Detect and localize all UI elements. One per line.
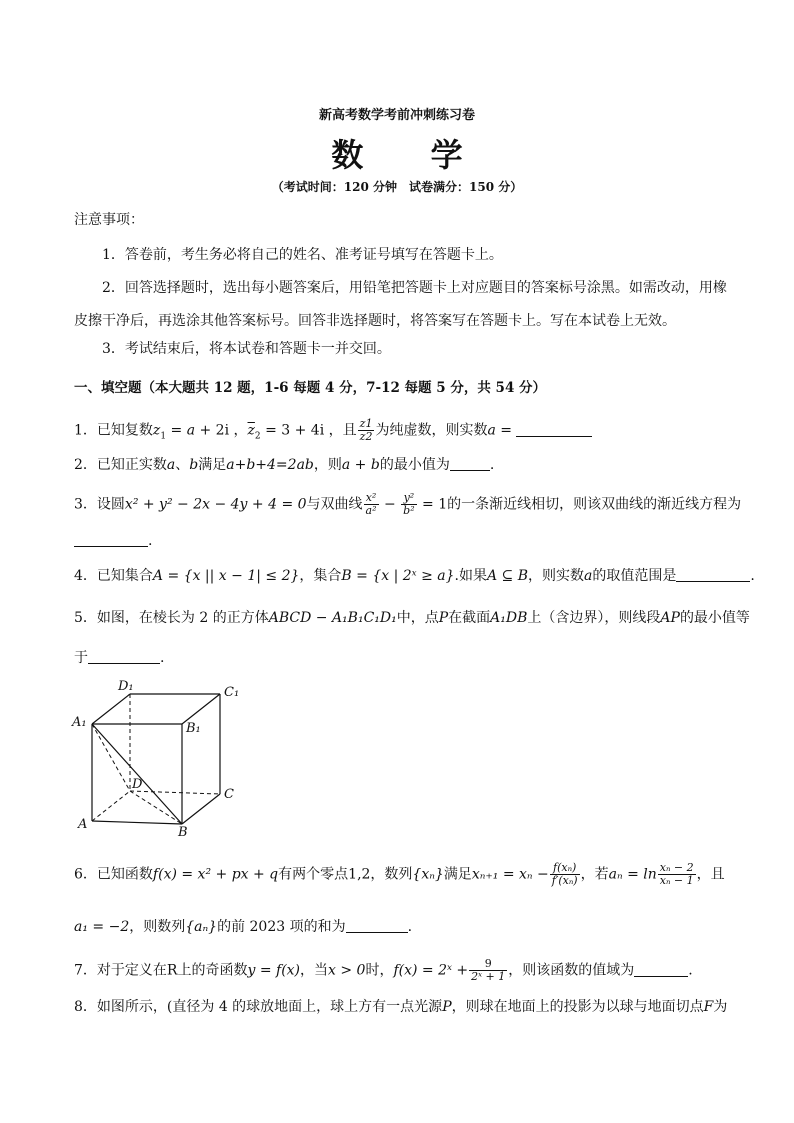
q6-answer-blank[interactable] [346,918,408,933]
q2-sum: a + b [341,457,380,473]
q5-text-c: 中，点 [396,610,439,626]
edge-a1b [92,724,182,824]
q6-an: aₙ = ln [608,866,657,883]
q6-seq-a: {aₙ} [185,919,218,935]
q6-text-a: 6．已知函数 [74,866,153,883]
q1-z: z [152,422,161,439]
label-d1: D₁ [118,679,134,694]
q6-zeros: 1,2 [348,866,371,883]
q6-text-i: ，若 [580,866,609,883]
notice-item-2: 2．回答选择题时，选出每小题答案后，用铅笔把答题卡上对应题目的答案标号涂黑。如需改动，用橡 [102,280,727,296]
q4-text-g: ，则实数 [528,568,584,584]
q6-frac-2 [658,862,696,887]
q3-f2-den: b² [403,504,415,517]
q3-f2-num: y² [401,492,416,505]
q2-sep: 、 [175,457,190,473]
q2-b: b [189,457,199,473]
q5-text-i: 的最小值等 [679,610,750,626]
question-3 [74,491,742,517]
q4-subset: A ⊆ B [486,568,528,584]
q4-text-a: 4．已知集合 [74,568,153,584]
q5-answer-blank[interactable] [88,649,160,664]
q4-text-e: .如果 [454,568,487,584]
q2-a: a [166,457,176,473]
q3-f1-den: a² [365,504,377,517]
q4-set-a: A = {x || x − 1| ≤ 2} [152,568,300,584]
q2-answer-blank[interactable] [450,456,490,471]
q1-zbar: $\overline{z}$ [247,422,255,439]
q5-section: A₁DB [490,610,528,626]
q2-text-a: 2．已知正实数 [74,457,167,473]
q3-answer-blank[interactable] [74,532,148,547]
q2-text-e: 满足 [198,457,227,473]
q8-text-a: 8．如图所示，(直径为 4 的球放地面上，球上方有一点光源 [74,999,443,1015]
q5-p: P [438,610,449,626]
q7-text-c: 上的奇函数 [177,962,248,979]
label-b1: B₁ [186,721,201,736]
q8-f: F [703,999,714,1015]
q4-text-c: ，集合 [299,568,342,584]
edge-cb [182,794,220,824]
q7-text-e: ，当 [300,962,329,979]
label-c1: C₁ [224,685,240,700]
question-5-cont [74,648,724,668]
q3-text-g: 的一条渐近线相切，则该双曲线的渐近线方程为 [447,496,742,513]
exam-title: 数 学 [331,136,491,174]
question-8 [74,997,728,1017]
q6-a1: a₁ = −2 [74,919,130,935]
q8-text-e: 为 [713,999,728,1015]
q6-fr2-den: xₙ − 1 [659,874,694,887]
q7-func: y = f(x) [247,962,301,979]
q1-a2: a [487,422,496,439]
edge-a1d1 [92,694,130,724]
q6-fr2-num: xₙ − 2 [659,861,694,874]
q6-frac-1 [550,862,580,887]
q5-text-e: 在截面 [448,610,491,626]
q1-eq: = [166,422,187,439]
q7-text-g: 时， [365,962,394,979]
question-4 [74,566,755,586]
q6-text-m: ，则数列 [129,919,186,935]
q7-text-i: ，则该函数的值域为 [508,962,635,979]
q1-frac-den: z2 [359,430,373,443]
q4-set-b: B = {x | 2ˣ ≥ a} [341,568,455,584]
question-6 [74,862,724,887]
q6-func: f(x) = x² + px + q [152,866,279,883]
label-a1: A₁ [72,715,87,730]
q4-period: . [750,568,755,584]
q1-answer-blank[interactable] [516,422,592,437]
hidden-edge-ad [92,791,130,821]
section-heading: 一、填空题（本大题共 12 题，1-6 每题 4 分，7-12 每题 5 分，共 54 分） [74,380,547,396]
q1-a: a [186,422,196,439]
q3-circle: x² + y² − 2x − 4y + 4 = 0 [124,496,307,513]
q4-text-i: 的取值范围是 [592,568,677,584]
q6-seq-x: {xₙ} [412,866,444,883]
q6-period: . [407,919,413,935]
question-1 [74,418,724,446]
q2-text-i: 的最小值为 [379,457,450,473]
notice-item-1: 1．答卷前，考生务必将自己的姓名、准考证号填写在答题卡上。 [102,247,503,263]
question-7 [74,958,724,983]
q5-text-j: 于 [74,650,88,666]
exam-subtitle: 新高考数学考前冲刺练习卷 [318,108,475,123]
q3-f1-num: x² [364,492,379,505]
q6-text-e: ，数列 [370,866,413,883]
hidden-edge-a1d [92,724,130,791]
q1-frac-num: z1 [359,417,373,430]
q5-text-a: 5．如图，在棱长为 2 的正方体 [74,610,269,626]
q8-text-c: ，则球在地面上的投影为以球与地面切点 [451,999,704,1015]
q5-text-g: 上（含边界），则线段 [527,610,661,626]
notice-item-3: 3．考试结束后，将本试卷和答题卡一并交回。 [102,341,391,357]
q5-cube: ABCD − A₁B₁C₁D₁ [268,610,397,626]
q5-ap: AP [660,610,680,626]
q1-sub: 1 [160,431,167,442]
q7-r: R [166,962,178,979]
q3-frac-1 [364,492,379,517]
q1-text-a: 1．已知复数 [74,422,153,439]
q7-expr: f(x) = 2ˣ + [393,962,469,979]
notice-item-2-cont: 皮擦干净后，再选涂其他答案标号。回答非选择题时，将答案写在答题卡上。写在本试卷上无效。 [74,313,676,329]
q1-fraction [358,418,375,443]
edge-c1b1 [182,694,220,724]
question-6-cont [74,917,724,937]
q6-text-g: 满足 [443,866,472,883]
q7-frac [469,958,507,983]
q3-text-a: 3．设圆 [74,496,125,513]
q5-period: . [160,650,165,666]
q1-text-f: + 2i ， [195,422,248,439]
label-a: A [78,817,88,832]
q1-eq2: = [495,422,517,439]
q6-recur: xₙ₊₁ = xₙ − [471,866,549,883]
q6-fr1-den: f′(xₙ) [551,874,578,887]
question-3-cont [74,531,724,551]
label-c: C [224,787,234,802]
q3-eq1: = 1 [417,496,448,513]
q3-period: . [148,533,153,549]
q3-frac-2 [401,492,416,517]
q7-cond: x > 0 [328,962,366,979]
label-d: D [132,777,143,792]
q1-text-k: 为纯虚数，则实数 [375,422,488,439]
q7-text-a: 7．对于定义在 [74,962,167,979]
q4-answer-blank[interactable] [676,567,750,582]
q7-answer-blank[interactable] [634,962,688,977]
q6-text-c: 有两个零点 [278,866,349,883]
question-5 [74,608,750,628]
q7-period: . [688,962,693,979]
cube-figure [70,676,260,838]
edge-ab [92,821,182,824]
q1-sub2: 2 [254,431,261,442]
question-2 [74,455,724,475]
q3-minus: − [379,496,401,513]
q2-text-g: ，则 [313,457,342,473]
q7-fr-num: 9 [469,958,507,971]
notice-heading: 注意事项： [74,212,144,228]
q1-text-i: = 3 + 4i ，且 [260,422,357,439]
q6-fr1-num: f(xₙ) [550,862,580,875]
exam-info: （考试时间：120 分钟 试卷满分：150 分） [271,180,523,194]
q4-a: a [584,568,593,584]
q6-text-o: 的前 2023 项的和为 [217,919,346,935]
label-b: B [178,825,188,838]
hidden-edge-dc [130,791,220,794]
q3-text-c: 与双曲线 [306,496,363,513]
q2-period: . [489,457,495,473]
q7-fr-den: 2ˣ + 1 [471,970,506,983]
q6-text-k: ，且 [696,866,725,883]
q8-p: P [442,999,452,1015]
q2-condition: a+b+4=2ab [226,457,314,473]
